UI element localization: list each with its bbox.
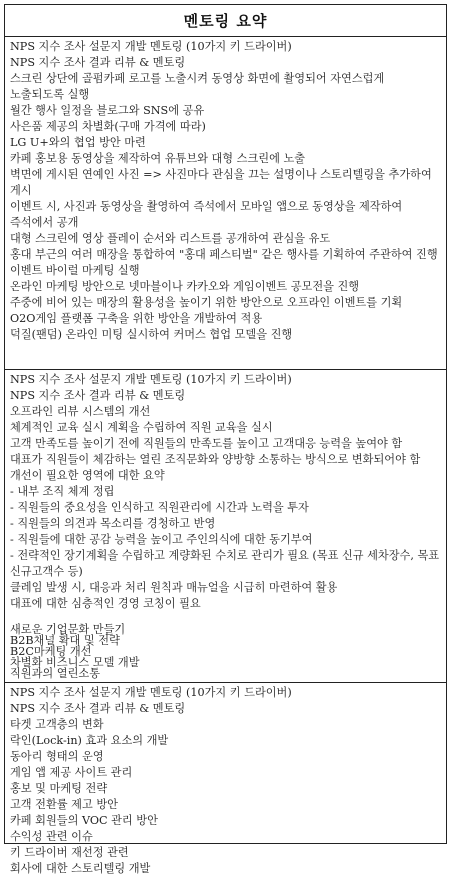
- mentoring-summary-table: [4, 4, 447, 875]
- summary-line: 스크린 상단에 골펌카페 로고를 노출시켜 동영상 화면에 촬영되어 자연스럽게 노출되도록 실행: [10, 72, 385, 101]
- summary-line: 타겟 고객층의 변화: [10, 718, 104, 731]
- summary-line: LG U+와의 협업 방안 마련: [10, 136, 146, 149]
- summary-line: 홍대 부근의 여러 매장을 통합하여 "홍대 페스티벌" 같은 행사를 기획하여 주관하여 진행: [10, 248, 438, 261]
- summary-line: 회사에 대한 스토리텔링 개발: [10, 862, 151, 875]
- summary-line: 개선이 필요한 영역에 대한 요약: [10, 469, 165, 482]
- summary-line: 주중에 비어 있는 매장의 활용성을 높이기 위한 방안으로 오프라인 이벤트를 기획: [10, 296, 403, 309]
- summary-line: 수익성 관련 이슈: [10, 830, 93, 843]
- summary-line: - 직원들에 대한 공감 능력을 높이고 주인의식에 대한 동기부여: [10, 533, 313, 546]
- summary-line: B2B채널 확대 및 전략: [10, 634, 120, 647]
- summary-line: 대표가 직원들이 체감하는 열린 조직문화와 양방향 소통하는 방식으로 변화되어야 함: [10, 453, 421, 466]
- summary-line: 키 드라이버 재선정 관련: [10, 846, 129, 859]
- summary-line: - 직원들의 의견과 목소리를 경청하고 반영: [10, 517, 216, 530]
- summary-line: 오프라인 리뷰 시스템의 개선: [10, 405, 151, 418]
- summary-line: 체계적인 교육 실시 계획을 수립하여 직원 교육을 실시: [10, 421, 273, 434]
- summary-line: 고객 만족도를 높이기 전에 직원들의 만족도를 높이고 고객대응 능력을 높여야 함: [10, 437, 403, 450]
- summary-line: 이벤트 시, 사진과 동영상을 촬영하여 즉석에서 모바일 앱으로 동영상을 제작하여 즉석에서 공개: [10, 200, 403, 229]
- summary-line: 월간 행사 일정을 블로그와 SNS에 공유: [10, 104, 205, 117]
- summary-line: 새로운 기업문화 만들기: [10, 623, 126, 636]
- summary-line: - 전략적인 장기계획을 수립하고 계량화된 수치로 관리가 필요 (목표 신규 세차장수, 목표 신규고객수 등): [10, 549, 440, 578]
- summary-line: 이벤트 바이럴 마케팅 실행: [10, 264, 140, 277]
- summary-line: NPS 지수 조사 결과 리뷰 & 멘토링: [10, 56, 186, 69]
- summary-line: 게임 앱 제공 사이트 관리: [10, 766, 133, 779]
- summary-line: 사은품 제공의 차별화(구매 가격에 따라): [10, 120, 206, 133]
- summary-line: 대표에 대한 심층적인 경영 코칭이 필요: [10, 597, 201, 610]
- table-title: 멘토링 요약: [5, 5, 446, 37]
- summary-line: 클레임 발생 시, 대응과 처리 원칙과 매뉴얼을 시급히 마련하여 활용: [10, 581, 338, 594]
- summary-line: NPS 지수 조사 설문지 개발 멘토링 (10가지 키 드라이버): [10, 686, 292, 699]
- summary-line: 고객 전환률 제고 방안: [10, 798, 118, 811]
- summary-line: B2C마케팅 개선: [10, 645, 92, 658]
- summary-line: NPS 지수 조사 설문지 개발 멘토링 (10가지 키 드라이버): [10, 373, 292, 386]
- summary-line: 카페 회원들의 VOC 관리 방안: [10, 814, 158, 827]
- summary-section-2: [5, 370, 446, 683]
- summary-line: 동아리 형태의 운영: [10, 750, 104, 763]
- summary-line: - 직원들의 중요성을 인식하고 직원관리에 시간과 노력을 투자: [10, 501, 309, 514]
- summary-line: 락인(Lock-in) 효과 요소의 개발: [10, 734, 169, 747]
- summary-section-3: [5, 683, 446, 875]
- summary-line: 홍보 및 마케팅 전략: [10, 782, 108, 795]
- summary-line: 벽면에 게시된 연예인 사진 => 사진마다 관심을 끄는 설명이나 스토리텔링을 추가하여 게시: [10, 168, 432, 197]
- summary-line: 직원과의 열린소통: [10, 667, 101, 680]
- summary-line: NPS 지수 조사 설문지 개발 멘토링 (10가지 키 드라이버): [10, 40, 292, 53]
- summary-section-1: [5, 37, 446, 370]
- summary-line: NPS 지수 조사 결과 리뷰 & 멘토링: [10, 389, 186, 402]
- summary-line: O2O게임 플랫폼 구축을 위한 방안을 개발하여 적용: [10, 312, 263, 325]
- summary-line: - 내부 조직 체계 정립: [10, 485, 115, 498]
- summary-line: 대형 스크린에 영상 플레이 순서와 리스트를 공개하여 관심을 유도: [10, 232, 331, 245]
- summary-line: NPS 지수 조사 결과 리뷰 & 멘토링: [10, 702, 186, 715]
- summary-line: 차별화 비즈니스 모델 개발: [10, 656, 140, 669]
- summary-line: 덕질(팬덤) 온라인 미팅 실시하여 커머스 협업 모델을 진행: [10, 328, 293, 341]
- summary-line: 온라인 마케팅 방안으로 넷마블이나 카카오와 게임이벤트 공모전을 진행: [10, 280, 360, 293]
- summary-line: 카페 홍보용 동영상을 제작하여 유튜브와 대형 스크린에 노출: [10, 152, 306, 165]
